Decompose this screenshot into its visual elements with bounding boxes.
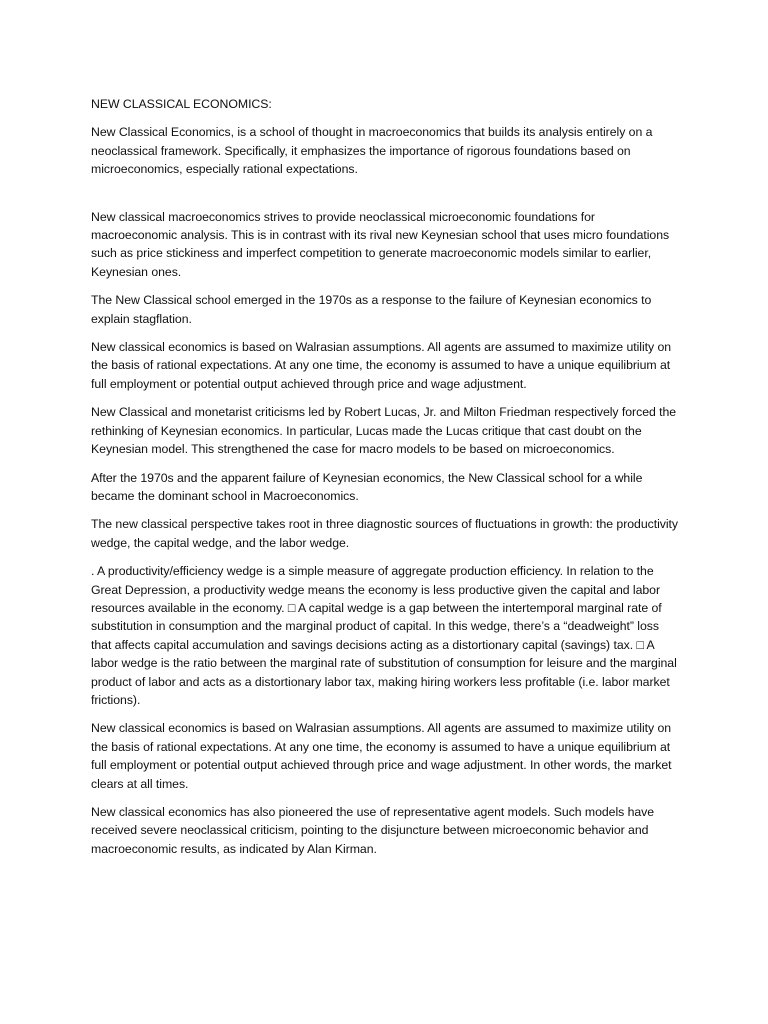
paragraph-emergence: The New Classical school emerged in the 1970s as a response to the failure of Keynesian economics to explain stagflation. (91, 293, 652, 326)
paragraph-intro: New Classical Economics, is a school of thought in macroeconomics that builds its analysis entirely on a neoclassical framework. Specifically, it emphasizes the importance of rigorous foundations based on microeconomics, especially rational expectations. (91, 125, 653, 177)
paragraph-walrasian: New classical economics is based on Walrasian assumptions. All agents are assumed to maximize utility on the basis of rational expectations. At any one time, the economy is assumed to have a unique equilibrium at full employment or potential output achieved through price and wage adjustment. (91, 340, 672, 391)
document-heading: NEW CLASSICAL ECONOMICS: (91, 97, 272, 111)
paragraph-dominant-school: After the 1970s and the apparent failure of Keynesian economics, the New Classical school for a while became the dominant school in Macroeconomics. (91, 470, 643, 503)
paragraph-representative-agent: New classical economics has also pioneered the use of representative agent models. Such models have received severe neoclassical criticism, pointing to the disjuncture between microeconomic behavior and macroeconomic results, as indicated by Alan Kirman. (91, 805, 655, 856)
paragraph-three-wedges: The new classical perspective takes root in three diagnostic sources of fluctuations in growth: the productivity wedge, the capital wedge, and the labor wedge. (91, 517, 678, 550)
paragraph-microfoundations: New classical macroeconomics strives to provide neoclassical microeconomic foundations for macroeconomic analysis. This is in contrast with its rival new Keynesian school that uses micro foundations such as price stickiness and imperfect competition to generate macroeconomic models similar to earlier, Keynesian ones. (91, 209, 670, 279)
document-page (91, 95, 681, 868)
paragraph-market-clears: New classical economics is based on Walrasian assumptions. All agents are assumed to maximize utility on the basis of rational expectations. At any one time, the economy is assumed to have a unique equilibrium at full employment or potential output achieved through price and wage adjustment. In other words, the market clears at all times. (91, 721, 672, 791)
paragraph-wedge-details: . A productivity/efficiency wedge is a simple measure of aggregate production efficiency. In relation to the Great Depression, a productivity wedge means the economy is less productive given the capital and labor resources available in the economy. □ A capital wedge is a gap between the intertemporal marginal rate of substitution in consumption and the marginal product of capital. In this wedge, there’s a “deadweight” loss that affects capital accumulation and savings decisions acting as a distortionary capital (savings) tax. □ A labor wedge is the ratio between the marginal rate of substitution of consumption for leisure and the marginal product of labor and acts as a distortionary labor tax, making hiring workers less profitable (i.e. labor market frictions). (91, 564, 677, 707)
paragraph-lucas-critique: New Classical and monetarist criticisms led by Robert Lucas, Jr. and Milton Friedman respectively forced the rethinking of Keynesian economics. In particular, Lucas made the Lucas critique that cast doubt on the Keynesian model. This strengthened the case for macro models to be based on microeconomics. (91, 405, 677, 457)
